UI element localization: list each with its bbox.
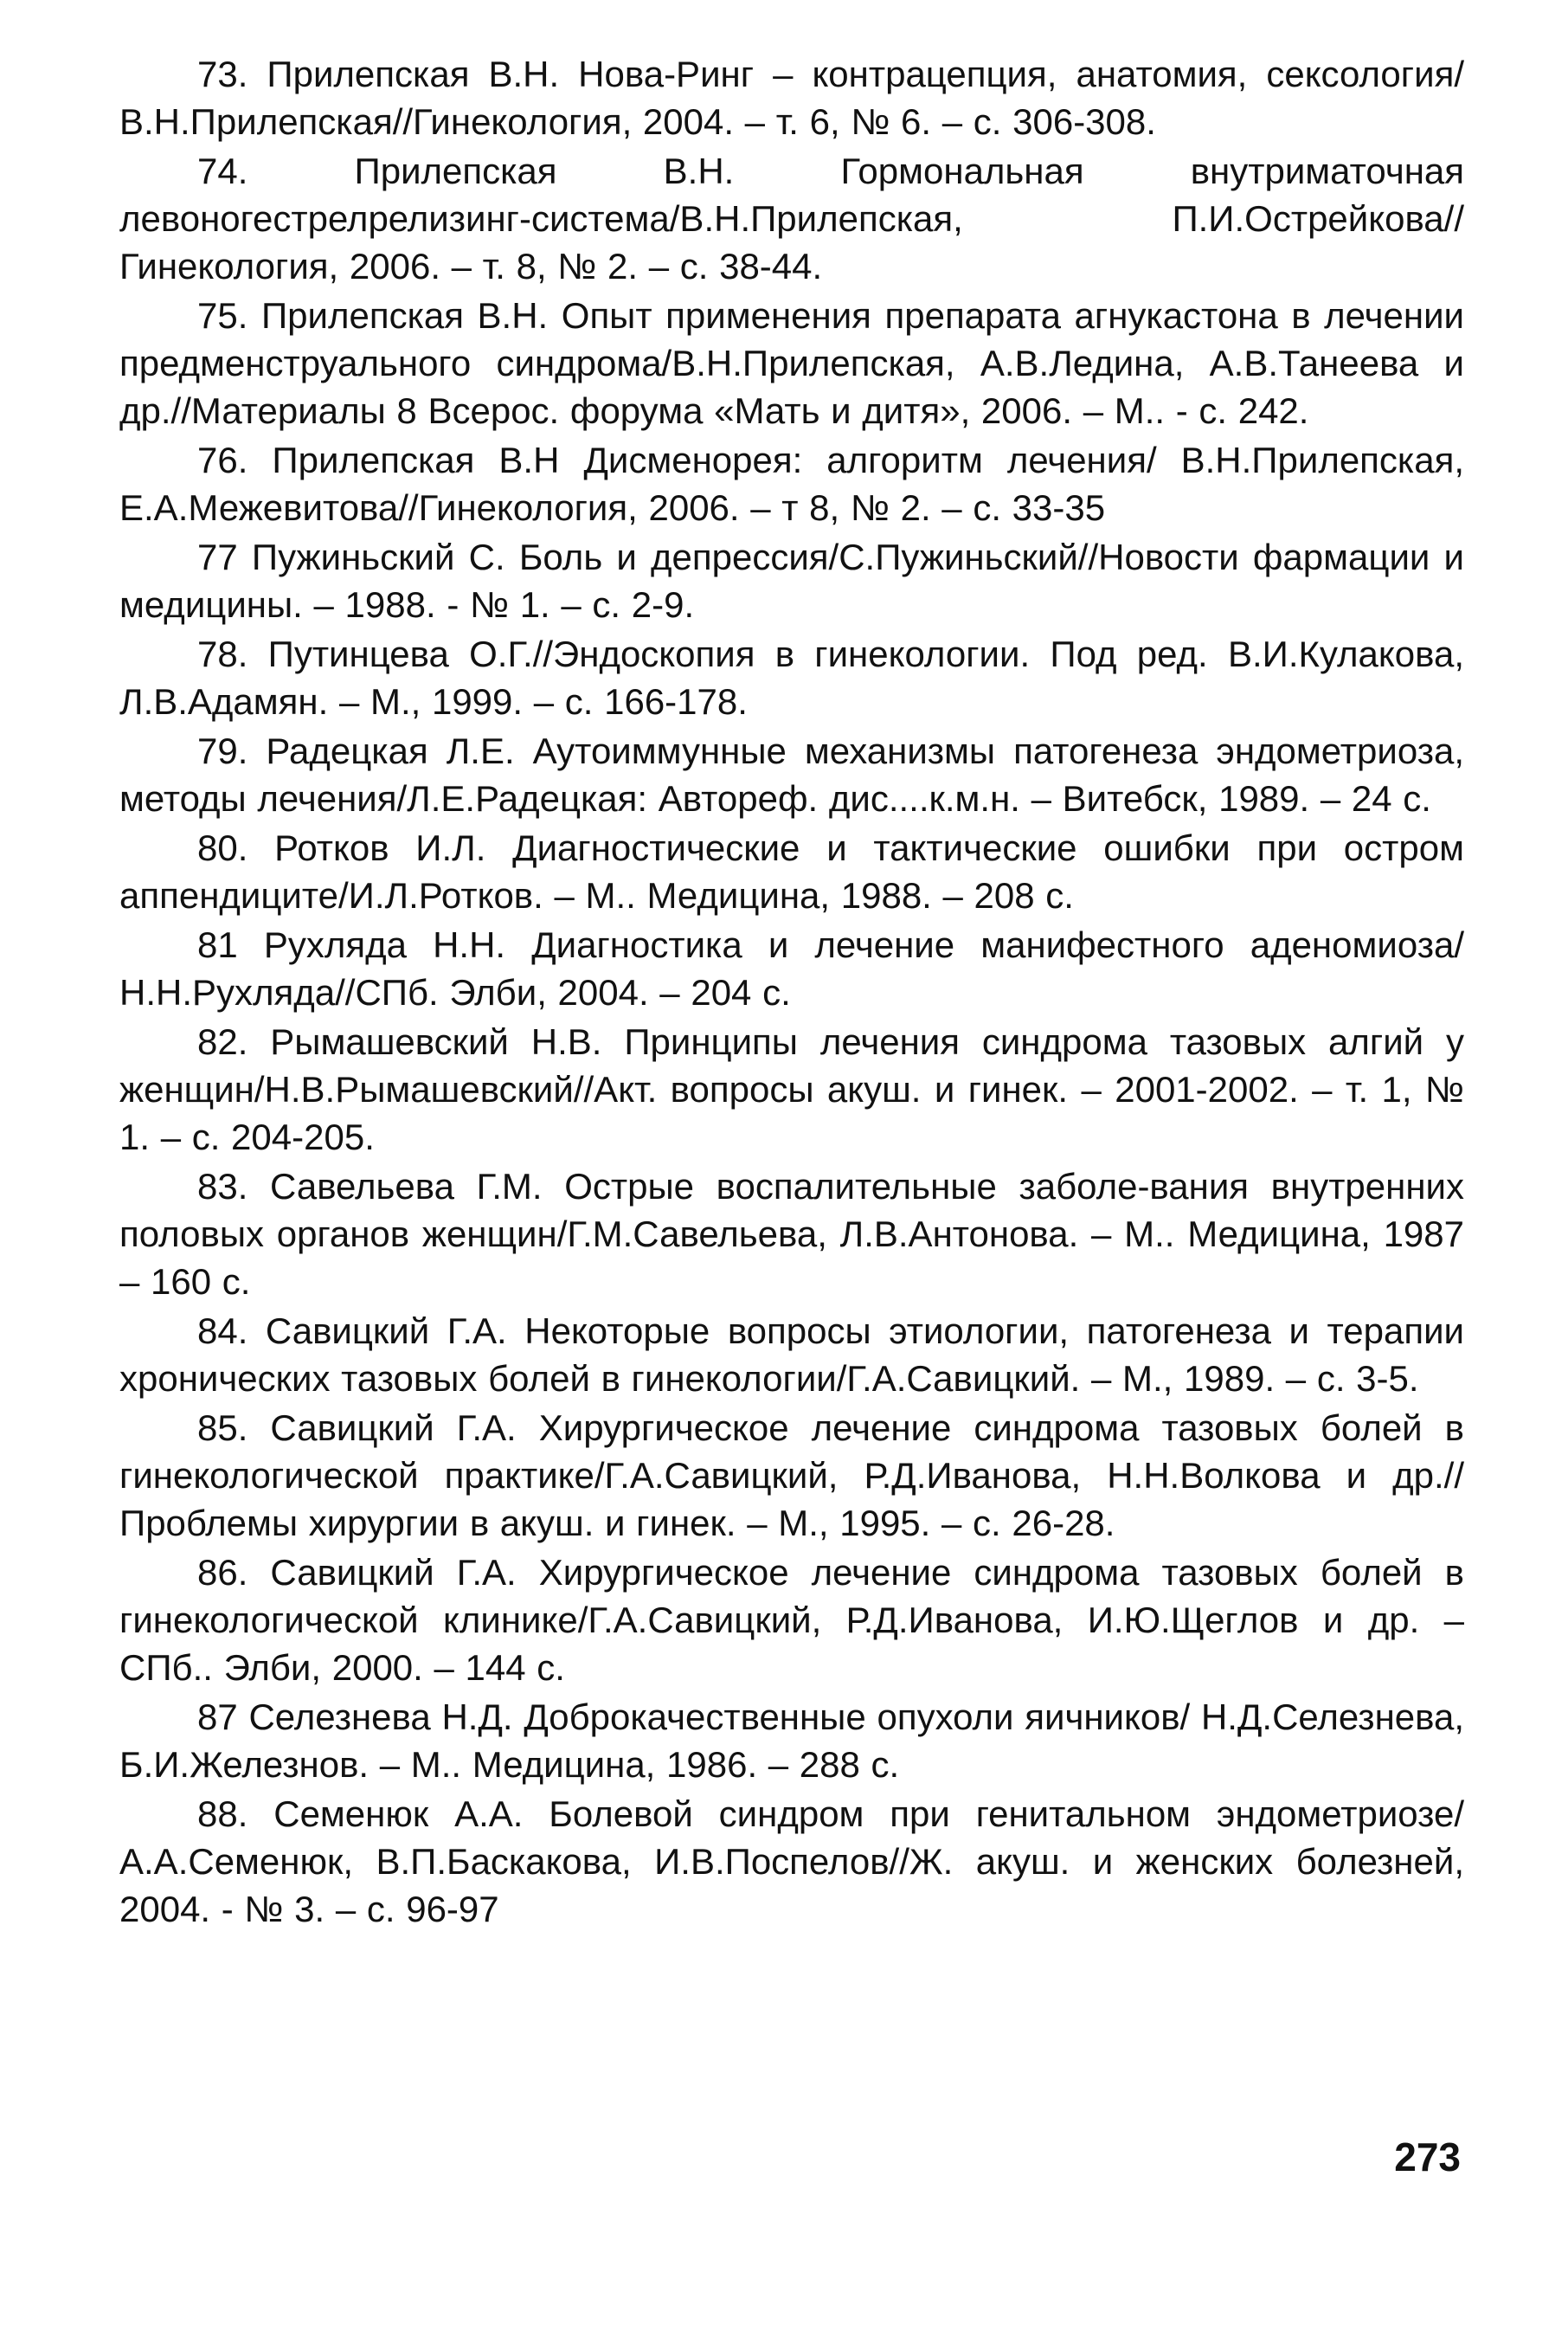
reference-item-73: 73. Прилепская В.Н. Нова-Ринг – контрацепция, анатомия, сексология/В.Н.Прилепская//Гинекология, 2004. – т. 6, № 6. – с. 306-308. (119, 54, 1464, 142)
reference-item-85: 85. Савицкий Г.А. Хирургическое лечение синдрома тазовых болей в гинекологической практике/Г.А.Савицкий, Р.Д.Иванова, Н.Н.Волкова и др.//Проблемы хирургии в акуш. и гинек. – М., 1995. – с. 26-28. (119, 1407, 1464, 1543)
reference-list (119, 50, 1464, 1935)
reference-item-87: 87 Селезнева Н.Д. Доброкачественные опухоли яичников/ Н.Д.Селезнева, Б.И.Железнов. – М.. Медицина, 1986. – 288 с. (119, 1696, 1464, 1785)
reference-item-76: 76. Прилепская В.Н Дисменорея: алгоритм лечения/ В.Н.Прилепская, Е.А.Межевитова//Гинекология, 2006. – т 8, № 2. – с. 33-35 (119, 440, 1464, 528)
page-number: 273 (1394, 2134, 1461, 2179)
reference-item-84: 84. Савицкий Г.А. Некоторые вопросы этиологии, патогенеза и терапии хронических тазовых болей в гинекологии/Г.А.Савицкий. – М., 1989. – с. 3-5. (119, 1310, 1464, 1399)
reference-item-78: 78. Путинцева О.Г.//Эндоскопия в гинекологии. Под ред. В.И.Кулакова, Л.В.Адамян. – М., 1999. – с. 166-178. (119, 634, 1464, 722)
reference-item-74: 74. Прилепская В.Н. Гормональная внутриматочная левоногестрелрелизинг-система/В.Н.Прилепская, П.И.Острейкова//Гинекология, 2006. – т. 8, № 2. – с. 38-44. (119, 151, 1464, 286)
reference-item-77: 77 Пужиньский С. Боль и депрессия/С.Пужиньский//Новости фармации и медицины. – 1988. - № 1. – с. 2-9. (119, 537, 1464, 625)
reference-item-88: 88. Семенюк А.А. Болевой синдром при генитальном эндометриозе/ А.А.Семенюк, В.П.Баскакова, И.В.Поспелов//Ж. акуш. и женских болезней, 2004. - № 3. – с. 96-97 (119, 1793, 1464, 1929)
reference-item-82: 82. Рымашевский Н.В. Принципы лечения синдрома тазовых алгий у женщин/Н.В.Рымашевский//Акт. вопросы акуш. и гинек. – 2001-2002. – т. 1, № 1. – с. 204-205. (119, 1021, 1464, 1157)
reference-item-80: 80. Ротков И.Л. Диагностические и тактические ошибки при остром аппендиците/И.Л.Ротков. – М.. Медицина, 1988. – 208 с. (119, 827, 1464, 916)
reference-item-79: 79. Радецкая Л.Е. Аутоиммунные механизмы патогенеза эндометриоза, методы лечения/Л.Е.Радецкая: Автореф. дис....к.м.н. – Витебск, 1989. – 24 с. (119, 731, 1464, 819)
reference-item-75: 75. Прилепская В.Н. Опыт применения препарата агнукастона в лечении предменструального синдрома/В.Н.Прилепская, А.В.Ледина, А.В.Танеева и др.//Материалы 8 Всерос. форума «Мать и дитя», 2006. – М.. - с. 242. (119, 295, 1464, 431)
reference-item-86: 86. Савицкий Г.А. Хирургическое лечение синдрома тазовых болей в гинекологической клинике/Г.А.Савицкий, Р.Д.Иванова, И.Ю.Щеглов и др. – СПб.. Элби, 2000. – 144 с. (119, 1552, 1464, 1688)
reference-item-81: 81 Рухляда Н.Н. Диагностика и лечение манифестного аденомиоза/Н.Н.Рухляда//СПб. Элби, 2004. – 204 с. (119, 924, 1464, 1013)
reference-item-83: 83. Савельева Г.М. Острые воспалительные заболе-вания внутренних половых органов женщин/Г.М.Савельева, Л.В.Антонова. – М.. Медицина, 1987 – 160 с. (119, 1166, 1464, 1302)
